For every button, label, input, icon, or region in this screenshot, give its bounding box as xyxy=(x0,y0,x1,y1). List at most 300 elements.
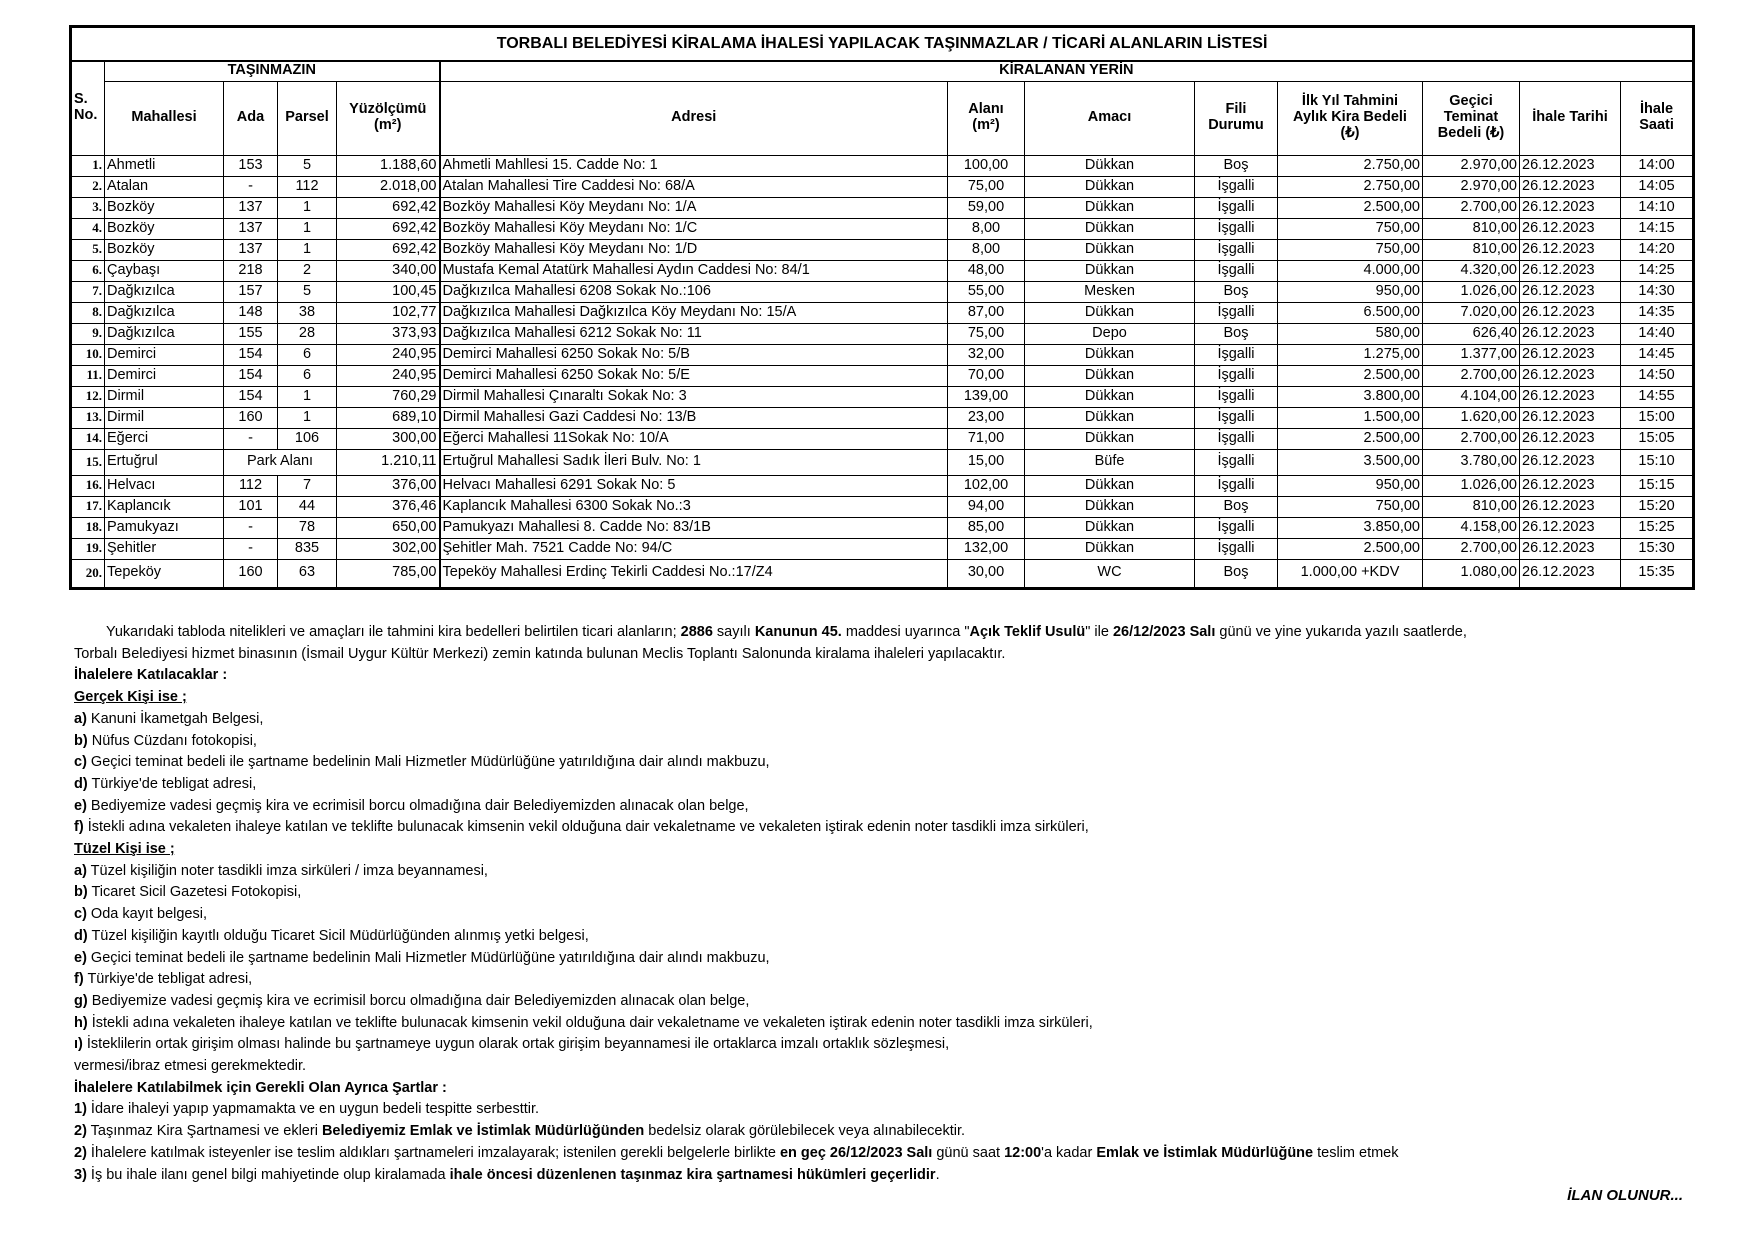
cell-ada: 218 xyxy=(224,260,278,281)
cell-saat: 14:45 xyxy=(1621,344,1694,365)
participants-heading: İhalelere Katılacaklar : xyxy=(74,667,228,684)
cell-teminat: 2.700,00 xyxy=(1423,197,1520,218)
list-item-text: İstekli adına vekaleten ihaleye katılan ve teklifte bulunacak kimsenin vekil olduğuna dair vekaletname ve vekaleten iştirak edenin noter tasdikli imza sirküleri, xyxy=(83,819,1089,836)
cell-tarih: 26.12.2023 xyxy=(1520,302,1621,323)
cell-ada: 154 xyxy=(224,365,278,386)
cell-parsel: 112 xyxy=(278,176,337,197)
cell-mahalle: Eğerci xyxy=(105,428,224,449)
cell-kira: 3.850,00 xyxy=(1278,517,1423,538)
cell-tarih: 26.12.2023 xyxy=(1520,344,1621,365)
cell-saat: 14:35 xyxy=(1621,302,1694,323)
cell-adres: Ertuğrul Mahallesi Sadık İleri Bulv. No: 1 xyxy=(440,449,948,475)
cell-teminat: 2.700,00 xyxy=(1423,538,1520,559)
cell-kira: 750,00 xyxy=(1278,218,1423,239)
cell-kira: 1.275,00 xyxy=(1278,344,1423,365)
cell-yuzolcumu: 376,46 xyxy=(337,496,440,517)
list-item-key: e) xyxy=(74,949,87,966)
cell-sno: 12. xyxy=(71,386,105,407)
list-item-key: b) xyxy=(74,884,88,901)
legal-person-list xyxy=(74,861,1694,1056)
cell-mahalle: Dağkızılca xyxy=(105,302,224,323)
cell-tarih: 26.12.2023 xyxy=(1520,281,1621,302)
cell-amac: Dükkan xyxy=(1025,155,1195,176)
cell-amac: Dükkan xyxy=(1025,218,1195,239)
cell-fili: İşgalli xyxy=(1195,407,1278,428)
list-item-text: Türkiye'de tebligat adresi, xyxy=(87,775,257,792)
cell-saat: 14:55 xyxy=(1621,386,1694,407)
cell-kira: 2.750,00 xyxy=(1278,176,1423,197)
cell-ada: 148 xyxy=(224,302,278,323)
cell-tarih: 26.12.2023 xyxy=(1520,197,1621,218)
table-row xyxy=(71,559,1694,588)
col-alan: Alanı (m²) xyxy=(948,81,1025,155)
cell-parsel: 7 xyxy=(278,475,337,496)
list-item-text: İstekli adına vekaleten ihaleye katılan ve teklifte bulunacak kimsenin vekil olduğuna dair vekaletname ve vekaleten iştirak edenin noter tasdikli imza sirküleri, xyxy=(87,1014,1093,1031)
cell-adres: Eğerci Mahallesi 11Sokak No: 10/A xyxy=(440,428,948,449)
cell-ada: - xyxy=(224,428,278,449)
cell-yuzolcumu: 102,77 xyxy=(337,302,440,323)
cell-mahalle: Dağkızılca xyxy=(105,323,224,344)
cell-saat: 15:00 xyxy=(1621,407,1694,428)
table-row xyxy=(71,407,1694,428)
col-mahalle: Mahallesi xyxy=(105,81,224,155)
cell-ada: 160 xyxy=(224,559,278,588)
list-item xyxy=(74,926,1694,948)
cell-teminat: 2.700,00 xyxy=(1423,428,1520,449)
cell-kira: 3.800,00 xyxy=(1278,386,1423,407)
col-adres: Adresi xyxy=(440,81,948,155)
list-item-text: Nüfus Cüzdanı fotokopisi, xyxy=(87,732,257,749)
cell-amac: Dükkan xyxy=(1025,386,1195,407)
cell-kira: 2.500,00 xyxy=(1278,197,1423,218)
cell-parsel: 1 xyxy=(278,386,337,407)
cell-ada: - xyxy=(224,176,278,197)
cell-amac: Dükkan xyxy=(1025,538,1195,559)
cell-mahalle: Bozköy xyxy=(105,197,224,218)
cell-yuzolcumu: 100,45 xyxy=(337,281,440,302)
cell-yuzolcumu: 373,93 xyxy=(337,323,440,344)
cell-amac: Depo xyxy=(1025,323,1195,344)
col-tarih: İhale Tarihi xyxy=(1520,81,1621,155)
list-item-key: e) xyxy=(74,797,87,814)
cell-teminat: 3.780,00 xyxy=(1423,449,1520,475)
intro-line-2: Torbalı Belediyesi hizmet binasının (İsmail Uygur Kültür Merkezi) zemin katında bulunan Meclis Toplantı Salonunda kiralama ihaleleri yapılacaktır. xyxy=(74,645,1006,662)
cell-ada: 154 xyxy=(224,344,278,365)
list-item-text: Bediyemize vadesi geçmiş kira ve ecrimisil borcu olmadığına dair Belediyemizden alınacak olan belge, xyxy=(87,992,750,1009)
cell-sno: 15. xyxy=(71,449,105,475)
cell-amac: Dükkan xyxy=(1025,365,1195,386)
cell-adres: Demirci Mahallesi 6250 Sokak No: 5/E xyxy=(440,365,948,386)
cell-ada: 137 xyxy=(224,239,278,260)
cell-fili: Boş xyxy=(1195,281,1278,302)
cell-yuzolcumu: 302,00 xyxy=(337,538,440,559)
cell-adres: Dirmil Mahallesi Gazi Caddesi No: 13/B xyxy=(440,407,948,428)
list-item-key: c) xyxy=(74,754,87,771)
list-item xyxy=(74,904,1694,926)
cell-adres: Bozköy Mahallesi Köy Meydanı No: 1/D xyxy=(440,239,948,260)
cell-kira: 6.500,00 xyxy=(1278,302,1423,323)
list-item-text: Kanuni İkametgah Belgesi, xyxy=(86,710,264,727)
cell-sno: 14. xyxy=(71,428,105,449)
table-row xyxy=(71,538,1694,559)
cell-sno: 20. xyxy=(71,559,105,588)
list-item-key: b) xyxy=(74,732,88,749)
cell-fili: Boş xyxy=(1195,496,1278,517)
cell-amac: Büfe xyxy=(1025,449,1195,475)
cell-alan: 75,00 xyxy=(948,176,1025,197)
cell-sno: 4. xyxy=(71,218,105,239)
cell-adres: Kaplancık Mahallesi 6300 Sokak No.:3 xyxy=(440,496,948,517)
list-item-key: d) xyxy=(74,775,88,792)
table-row xyxy=(71,365,1694,386)
table-title: TORBALI BELEDİYESİ KİRALAMA İHALESİ YAPILACAK TAŞINMAZLAR / TİCARİ ALANLARIN LİSTESİ xyxy=(71,27,1694,62)
list-item-text: Geçici teminat bedeli ile şartname bedelinin Mali Hizmetler Müdürlüğüne yatırıldığına dair alındı makbuzu, xyxy=(86,949,770,966)
cell-kira: 2.500,00 xyxy=(1278,428,1423,449)
cell-kira: 2.500,00 xyxy=(1278,538,1423,559)
table-row xyxy=(71,239,1694,260)
cell-fili: İşgalli xyxy=(1195,302,1278,323)
col-ada: Ada xyxy=(224,81,278,155)
cell-tarih: 26.12.2023 xyxy=(1520,428,1621,449)
cell-amac: Dükkan xyxy=(1025,407,1195,428)
cell-kira: 3.500,00 xyxy=(1278,449,1423,475)
cell-yuzolcumu: 1.210,11 xyxy=(337,449,440,475)
table-row xyxy=(71,302,1694,323)
cell-alan: 75,00 xyxy=(948,323,1025,344)
cell-sno: 1. xyxy=(71,155,105,176)
col-amac: Amacı xyxy=(1025,81,1195,155)
col-parsel: Parsel xyxy=(278,81,337,155)
list-item xyxy=(74,1034,1694,1056)
cell-parsel: 5 xyxy=(278,155,337,176)
cell-mahalle: Ahmetli xyxy=(105,155,224,176)
cell-saat: 14:00 xyxy=(1621,155,1694,176)
cell-tarih: 26.12.2023 xyxy=(1520,517,1621,538)
cell-parsel: 78 xyxy=(278,517,337,538)
cell-saat: 14:15 xyxy=(1621,218,1694,239)
cell-kira: 2.500,00 xyxy=(1278,365,1423,386)
cell-saat: 14:50 xyxy=(1621,365,1694,386)
cell-tarih: 26.12.2023 xyxy=(1520,475,1621,496)
cell-sno: 5. xyxy=(71,239,105,260)
list-item-key: f) xyxy=(74,971,84,988)
cell-tarih: 26.12.2023 xyxy=(1520,323,1621,344)
cell-yuzolcumu: 340,00 xyxy=(337,260,440,281)
cell-sno: 11. xyxy=(71,365,105,386)
announcement-text xyxy=(74,622,1694,1186)
cell-fili: Boş xyxy=(1195,155,1278,176)
cell-fili: İşgalli xyxy=(1195,449,1278,475)
list-item-key: a) xyxy=(74,710,87,727)
list-item xyxy=(74,861,1694,883)
cell-ada: 101 xyxy=(224,496,278,517)
cell-yuzolcumu: 785,00 xyxy=(337,559,440,588)
cell-parsel: 1 xyxy=(278,239,337,260)
cell-sno: 7. xyxy=(71,281,105,302)
list-item xyxy=(74,774,1694,796)
cell-ada: 154 xyxy=(224,386,278,407)
cell-yuzolcumu: 240,95 xyxy=(337,365,440,386)
cell-sno: 3. xyxy=(71,197,105,218)
cell-mahalle: Dağkızılca xyxy=(105,281,224,302)
cell-saat: 14:40 xyxy=(1621,323,1694,344)
cell-alan: 59,00 xyxy=(948,197,1025,218)
list-item-text: Türkiye'de tebligat adresi, xyxy=(83,971,253,988)
cell-yuzolcumu: 692,42 xyxy=(337,239,440,260)
cell-sno: 17. xyxy=(71,496,105,517)
cell-teminat: 2.700,00 xyxy=(1423,365,1520,386)
cell-mahalle: Bozköy xyxy=(105,239,224,260)
announcement-footer: İLAN OLUNUR... xyxy=(1567,1187,1683,1204)
cell-fili: İşgalli xyxy=(1195,197,1278,218)
cell-tarih: 26.12.2023 xyxy=(1520,386,1621,407)
cell-parsel: 63 xyxy=(278,559,337,588)
cell-teminat: 4.158,00 xyxy=(1423,517,1520,538)
cell-saat: 15:35 xyxy=(1621,559,1694,588)
cell-adres: Ahmetli Mahllesi 15. Cadde No: 1 xyxy=(440,155,948,176)
cell-kira: 950,00 xyxy=(1278,281,1423,302)
cell-ada: 112 xyxy=(224,475,278,496)
cell-fili: İşgalli xyxy=(1195,239,1278,260)
cell-tarih: 26.12.2023 xyxy=(1520,155,1621,176)
cell-ada: - xyxy=(224,538,278,559)
cell-mahalle: Bozköy xyxy=(105,218,224,239)
condition-4: 3) İş bu ihale ilanı genel bilgi mahiyetinde olup kiralamada ihale öncesi düzenlenen taşınmaz kira şartnamesi hükümleri geçerlidir. xyxy=(74,1166,940,1183)
cell-teminat: 1.620,00 xyxy=(1423,407,1520,428)
list-item-text: Geçici teminat bedeli ile şartname bedelinin Mali Hizmetler Müdürlüğüne yatırıldığına dair alındı makbuzu, xyxy=(86,754,770,771)
cell-saat: 14:20 xyxy=(1621,239,1694,260)
cell-sno: 6. xyxy=(71,260,105,281)
list-item-text: İsteklilerin ortak girişim olması halinde bu şartnameye uygun olarak ortak girişim beyannamesi ile ortaklarca imzalı ortaklık sözleşmesi, xyxy=(82,1036,950,1053)
real-person-heading: Gerçek Kişi ise ; xyxy=(74,689,187,706)
cell-amac: WC xyxy=(1025,559,1195,588)
cell-yuzolcumu: 760,29 xyxy=(337,386,440,407)
cell-ada: 153 xyxy=(224,155,278,176)
cell-ada: 155 xyxy=(224,323,278,344)
conditions-heading: İhalelere Katılabilmek için Gerekli Olan Ayrıca Şartlar : xyxy=(74,1079,447,1096)
table-row xyxy=(71,176,1694,197)
cell-sno: 18. xyxy=(71,517,105,538)
cell-fili: Boş xyxy=(1195,323,1278,344)
cell-adres: Bozköy Mahallesi Köy Meydanı No: 1/A xyxy=(440,197,948,218)
cell-alan: 8,00 xyxy=(948,239,1025,260)
cell-parsel: 38 xyxy=(278,302,337,323)
list-item xyxy=(74,991,1694,1013)
cell-parsel: 106 xyxy=(278,428,337,449)
cell-parsel: 6 xyxy=(278,344,337,365)
col-sno: S. No. xyxy=(71,61,105,155)
cell-adres: Atalan Mahallesi Tire Caddesi No: 68/A xyxy=(440,176,948,197)
cell-yuzolcumu: 689,10 xyxy=(337,407,440,428)
cell-tarih: 26.12.2023 xyxy=(1520,239,1621,260)
condition-3: 2) İhalelere katılmak isteyenler ise teslim aldıkları şartnameleri imzalayarak; istenilen gerekli belgelerle birlikte en geç 26/12/2023 Salı günü saat 12:00'a kadar Emlak ve İstimlak Müdürlüğüne teslim etmek xyxy=(74,1144,1399,1161)
cell-mahalle: Pamukyazı xyxy=(105,517,224,538)
cell-sno: 10. xyxy=(71,344,105,365)
cell-adres: Bozköy Mahallesi Köy Meydanı No: 1/C xyxy=(440,218,948,239)
cell-teminat: 1.080,00 xyxy=(1423,559,1520,588)
property-table xyxy=(69,25,1695,590)
cell-amac: Dükkan xyxy=(1025,475,1195,496)
table-row xyxy=(71,260,1694,281)
cell-adres: Pamukyazı Mahallesi 8. Cadde No: 83/1B xyxy=(440,517,948,538)
cell-adres: Demirci Mahallesi 6250 Sokak No: 5/B xyxy=(440,344,948,365)
table-row xyxy=(71,197,1694,218)
cell-saat: 15:30 xyxy=(1621,538,1694,559)
cell-fili: İşgalli xyxy=(1195,176,1278,197)
table-row xyxy=(71,218,1694,239)
cell-teminat: 626,40 xyxy=(1423,323,1520,344)
cell-teminat: 810,00 xyxy=(1423,218,1520,239)
cell-tarih: 26.12.2023 xyxy=(1520,407,1621,428)
list-item-key: ı) xyxy=(74,1036,83,1053)
cell-amac: Dükkan xyxy=(1025,496,1195,517)
cell-yuzolcumu: 2.018,00 xyxy=(337,176,440,197)
list-item xyxy=(74,948,1694,970)
cell-saat: 15:20 xyxy=(1621,496,1694,517)
cell-mahalle: Helvacı xyxy=(105,475,224,496)
cell-fili: İşgalli xyxy=(1195,538,1278,559)
list-item xyxy=(74,709,1694,731)
col-saat: İhale Saati xyxy=(1621,81,1694,155)
cell-adres: Mustafa Kemal Atatürk Mahallesi Aydın Caddesi No: 84/1 xyxy=(440,260,948,281)
cell-saat: 15:15 xyxy=(1621,475,1694,496)
cell-amac: Dükkan xyxy=(1025,428,1195,449)
cell-parsel: 2 xyxy=(278,260,337,281)
cell-adres: Dirmil Mahallesi Çınaraltı Sokak No: 3 xyxy=(440,386,948,407)
cell-yuzolcumu: 1.188,60 xyxy=(337,155,440,176)
cell-tarih: 26.12.2023 xyxy=(1520,176,1621,197)
cell-teminat: 2.970,00 xyxy=(1423,176,1520,197)
cell-sno: 16. xyxy=(71,475,105,496)
table-row xyxy=(71,323,1694,344)
list-item-key: h) xyxy=(74,1014,88,1031)
cell-parsel: 1 xyxy=(278,218,337,239)
list-item xyxy=(74,882,1694,904)
cell-parsel: 1 xyxy=(278,407,337,428)
cell-teminat: 1.026,00 xyxy=(1423,475,1520,496)
cell-yuzolcumu: 650,00 xyxy=(337,517,440,538)
list-item-key: g) xyxy=(74,992,88,1009)
cell-fili: Boş xyxy=(1195,559,1278,588)
cell-saat: 14:25 xyxy=(1621,260,1694,281)
cell-ada: - xyxy=(224,517,278,538)
col-kira: İlk Yıl Tahmini Aylık Kira Bedeli (₺) xyxy=(1278,81,1423,155)
list-item xyxy=(74,969,1694,991)
cell-mahalle: Kaplancık xyxy=(105,496,224,517)
condition-1: 1) İdare ihaleyi yapıp yapmamakta ve en uygun bedeli tespitte serbesttir. xyxy=(74,1101,540,1118)
cell-parsel: 1 xyxy=(278,197,337,218)
list-item xyxy=(74,752,1694,774)
cell-teminat: 4.104,00 xyxy=(1423,386,1520,407)
cell-yuzolcumu: 300,00 xyxy=(337,428,440,449)
table-row xyxy=(71,281,1694,302)
group-header-rented: KİRALANAN YERİN xyxy=(440,61,1694,81)
cell-adres: Helvacı Mahallesi 6291 Sokak No: 5 xyxy=(440,475,948,496)
cell-kira: 750,00 xyxy=(1278,496,1423,517)
cell-alan: 139,00 xyxy=(948,386,1025,407)
group-header-property: TAŞINMAZIN xyxy=(105,61,440,81)
cell-tarih: 26.12.2023 xyxy=(1520,496,1621,517)
cell-mahalle: Dirmil xyxy=(105,386,224,407)
col-yuzolcumu: Yüzölçümü (m²) xyxy=(337,81,440,155)
cell-sno: 8. xyxy=(71,302,105,323)
cell-teminat: 1.377,00 xyxy=(1423,344,1520,365)
cell-alan: 85,00 xyxy=(948,517,1025,538)
cell-mahalle: Şehitler xyxy=(105,538,224,559)
cell-kira: 2.750,00 xyxy=(1278,155,1423,176)
cell-kira: 4.000,00 xyxy=(1278,260,1423,281)
cell-parsel: 28 xyxy=(278,323,337,344)
cell-tarih: 26.12.2023 xyxy=(1520,260,1621,281)
cell-sno: 19. xyxy=(71,538,105,559)
cell-kira: 580,00 xyxy=(1278,323,1423,344)
cell-alan: 132,00 xyxy=(948,538,1025,559)
cell-sno: 13. xyxy=(71,407,105,428)
cell-sno: 9. xyxy=(71,323,105,344)
cell-fili: İşgalli xyxy=(1195,475,1278,496)
cell-mahalle: Demirci xyxy=(105,365,224,386)
cell-alan: 30,00 xyxy=(948,559,1025,588)
cell-saat: 14:30 xyxy=(1621,281,1694,302)
cell-alan: 70,00 xyxy=(948,365,1025,386)
cell-ada: 137 xyxy=(224,218,278,239)
list-item-text: Tüzel kişiliğin kayıtlı olduğu Ticaret Sicil Müdürlüğünden alınmış yetki belgesi, xyxy=(87,927,589,944)
list-item-key: f) xyxy=(74,819,84,836)
cell-ada: 137 xyxy=(224,197,278,218)
cell-alan: 15,00 xyxy=(948,449,1025,475)
list-item xyxy=(74,1013,1694,1035)
table-row xyxy=(71,428,1694,449)
cell-teminat: 4.320,00 xyxy=(1423,260,1520,281)
cell-kira: 750,00 xyxy=(1278,239,1423,260)
cell-adres: Dağkızılca Mahallesi 6212 Sokak No: 11 xyxy=(440,323,948,344)
list-item xyxy=(74,817,1694,839)
cell-saat: 14:10 xyxy=(1621,197,1694,218)
cell-alan: 94,00 xyxy=(948,496,1025,517)
cell-mahalle: Çaybaşı xyxy=(105,260,224,281)
cell-fili: İşgalli xyxy=(1195,365,1278,386)
list-item-text: Bediyemize vadesi geçmiş kira ve ecrimisil borcu olmadığına dair Belediyemizden alınacak olan belge, xyxy=(86,797,749,814)
cell-adres: Tepeköy Mahallesi Erdinç Tekirli Caddesi No.:17/Z4 xyxy=(440,559,948,588)
cell-adres: Dağkızılca Mahallesi Dağkızılca Köy Meydanı No: 15/A xyxy=(440,302,948,323)
col-teminat: Geçici Teminat Bedeli (₺) xyxy=(1423,81,1520,155)
list-item xyxy=(74,796,1694,818)
cell-saat: 14:05 xyxy=(1621,176,1694,197)
table-row xyxy=(71,475,1694,496)
cell-tarih: 26.12.2023 xyxy=(1520,449,1621,475)
list-item-key: a) xyxy=(74,862,87,879)
list-item-text: Oda kayıt belgesi, xyxy=(86,906,207,923)
condition-2: 2) Taşınmaz Kira Şartnamesi ve ekleri Belediyemiz Emlak ve İstimlak Müdürlüğünden bedelsiz olarak görülebilecek veya alınabilecektir. xyxy=(74,1123,966,1140)
cell-tarih: 26.12.2023 xyxy=(1520,538,1621,559)
cell-fili: İşgalli xyxy=(1195,428,1278,449)
cell-mahalle: Dirmil xyxy=(105,407,224,428)
cell-alan: 102,00 xyxy=(948,475,1025,496)
cell-amac: Dükkan xyxy=(1025,176,1195,197)
cell-tarih: 26.12.2023 xyxy=(1520,218,1621,239)
table-row xyxy=(71,449,1694,475)
cell-amac: Dükkan xyxy=(1025,239,1195,260)
table-row xyxy=(71,517,1694,538)
cell-mahalle: Tepeköy xyxy=(105,559,224,588)
cell-amac: Dükkan xyxy=(1025,260,1195,281)
cell-teminat: 1.026,00 xyxy=(1423,281,1520,302)
cell-saat: 15:05 xyxy=(1621,428,1694,449)
col-fili: Fili Durumu xyxy=(1195,81,1278,155)
cell-kira: 1.000,00 +KDV xyxy=(1278,559,1423,588)
table-row xyxy=(71,496,1694,517)
table-row xyxy=(71,344,1694,365)
